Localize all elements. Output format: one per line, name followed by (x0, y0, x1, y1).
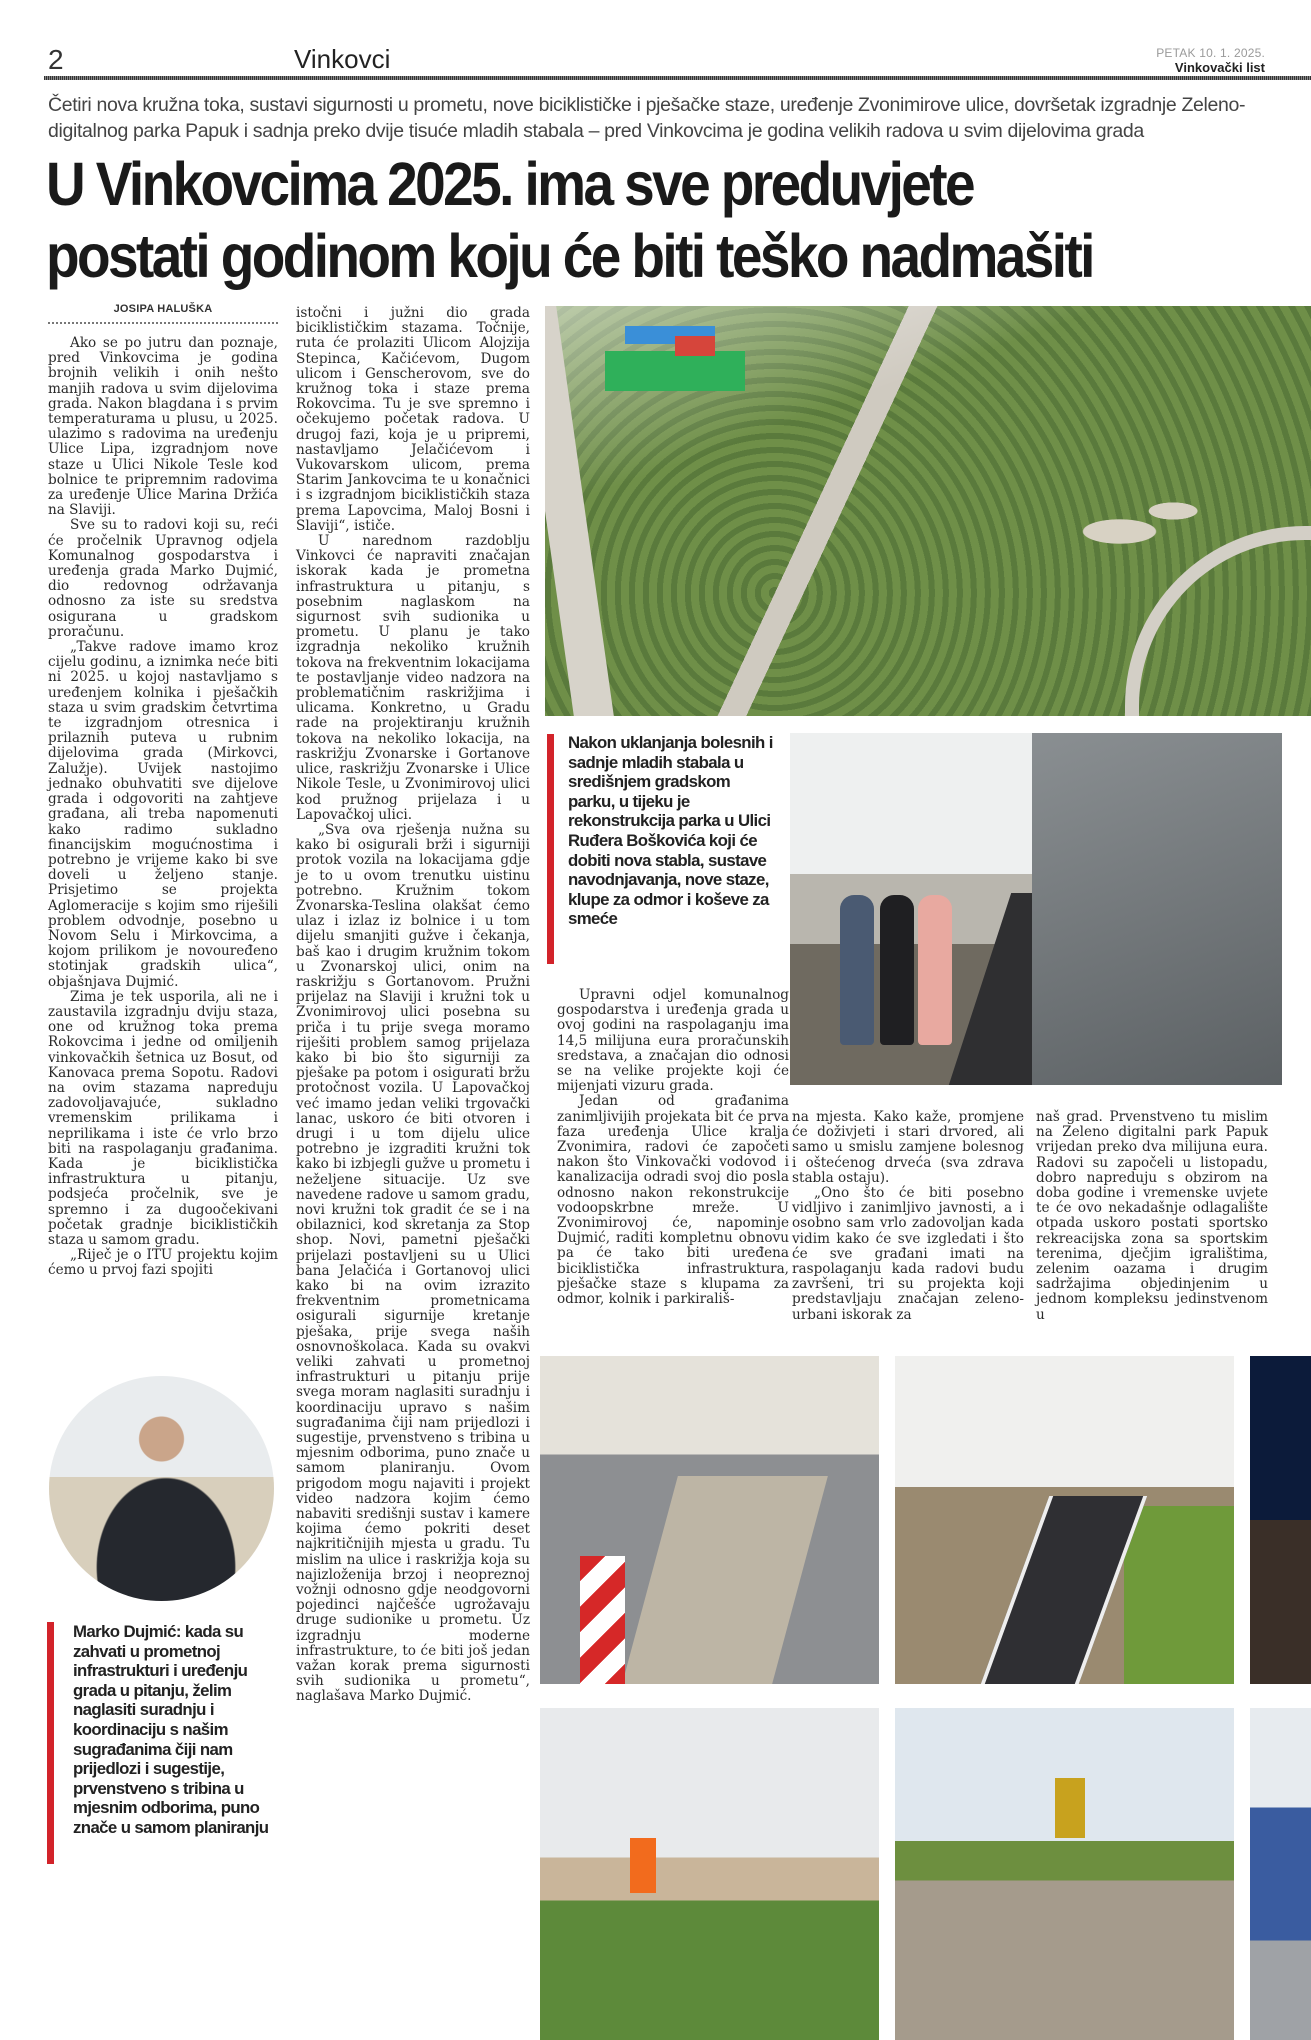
bike-path-photo (895, 1356, 1234, 1684)
paragraph: Upravni odjel komunalnog gospodarstva i uređenja grada u ovoj godini na raspolaganju ima 14,5 milijuna eura proračunskih sredstava, a značajan dio odnosi se na velike projekte koji će mijenjati vizuru grada. (557, 987, 789, 1095)
path-shape (1125, 526, 1311, 716)
excavator-shape (1055, 1778, 1085, 1838)
headline-line-1: U Vinkovcima 2025. ima sve preduvjete (46, 149, 973, 219)
night-street-photo (1250, 1356, 1311, 1684)
article-headline (46, 148, 1306, 291)
article-column-2 (296, 306, 530, 1705)
excavator-trench-photo (895, 1708, 1234, 2040)
portrait-marko-dujmic (49, 1376, 274, 1601)
road-paving-image (790, 733, 1282, 1085)
paragraph: Jedan od građanima zanimljivijih projekata bit će prva faza uređenja Ulice kralja Zvonimira, radovi će započeti nakon što Vinkovački vodovod i kanalizacija odradi svoj dio posla odnosno nakon rekonstrukcije vodoopskrbne mreže. U Zvonimirovoj će, napominje Dujmić, raditi kompletnu obnovu pa će tako biti uređena biciklistička infrastruktura, pješačke staze s klupama za odmor, kolnik i parkirališ- (557, 1093, 789, 1308)
byline-divider (48, 322, 278, 324)
publication-name: Vinkovački list (1174, 60, 1265, 75)
issue-date: PETAK 10. 1. 2025. (1156, 46, 1265, 60)
person-shape (880, 895, 914, 1045)
bike-path-shape (981, 1496, 1147, 1684)
person-shape (840, 895, 874, 1045)
article-column-3 (557, 988, 789, 1307)
paragraph: „Sva ova rješenja nužna su kako bi osigurali brži i sigurniji protok vozila na lokacijama gdje je to u ovom trenutku uistinu potrebno. Kružnim tokom Zvonarska-Teslina olakšat ćemo ulaz i izlaz iz bolnice i u tom dijelu smanjiti gužve i čekanja, baš kao i drugim kružnim tokom u Zvonarskoj ulici, onim na raskrižju s Gortanovom. Pružni prijelaz na Slaviji i kružni tok u Zvonimirovoj ulici posebna su priča i tu prije svega moramo riješiti problem samog prijelaza kako bi bio što sigurniji za pješake pa potom i osigurati bržu protočnost vozila. U Lapovačkoj već imamo jedan veliki trgovački lanac, uskoro će biti otvoren i drugi i u tom dijelu ulice potrebno je izgraditi kružni tok kako bi izbjegli gužve u prometu i neželjene situacije. Uz sve navedene radove u samom gradu, novi kružni tok gradit će se i na obilaznici, kod skretanja za Stop shop. Novi, pametni pješački prijelazi postavljeni su u Ulici bana Jelačića i Gortanovoj ulici kako bi na ovim izrazito frekventnim prometnicama osigurali sigurnije kretanje pješaka, prije svega naših osnovnoškolaca. Kada su ovakvi veliki zahvati u prometnoj infrastrukturi u pitanju prije svega moram naglasiti suradnju i koordinaciju upravo s našim sugrađanima čiji nam prijedlozi i sugestije, prvenstveno s tribina u mjesnim odborima, puno znače u samom planiranju. Ovom prigodom mogu najaviti i projekt video nadzora kojim ćemo nabaviti središnji sustav i kamere kojima ćemo pokriti deset najkritičnijih mjesta u gradu. Tu mislim na ulice i raskrižja koja su najizloženija brzoj i neopreznoj vožnji odnosno gdje neodgovorni pojedinci najčešće ugrožavaju druge sudionike u prometu. Uz izgradnju moderne infrastrukture, to će biti još jedan važan korak prema sigurnosti svih sudionika u prometu“, naglašava Marko Dujmić. (296, 821, 530, 1705)
pullquote-accent-bar (47, 1622, 54, 1864)
paragraph: na mjesta. Kako kaže, promjene će doživjeti i stari drvored, ali samo u smislu zamjene bolesnog i oštećenog drveća (sva zdrava stabla ostaju). (792, 1109, 1024, 1186)
paragraph: „Riječ je o ITU projektu kojim ćemo u prvoj fazi spojiti (48, 1247, 278, 1279)
tree-planting-photo (540, 1708, 879, 2040)
paver-machine-shape (1032, 733, 1282, 1085)
paragraph: „Ono što će biti posebno vidljivo i zanimljivo javnosti, a i osobno sam vrlo zadovoljan kada vidim kako će sve izgledati i što će sve građani imati na raspolaganju kada radovi budu završeni, tri su projekta koji predstavljaju značajan zeleno-urbani iskorak za (792, 1185, 1024, 1323)
paragraph: istočni i južni dio grada biciklističkim stazama. Točnije, ruta će prolaziti Ulicom Alojzija Stepinca, Kačićevom, Dugom ulicom i Genscherovom, sve do kružnog toka i staze prema Rokovcima. Tu je sve spremno i očekujemo početak radova. U drugoj fazi, koja je u pripremi, nastavljamo Jelačićevom i Vukovarskom ulicom, prema Starim Jankovcima te u konačnici i s izgradnjom biciklističkih staza prema Lapovcima, Maloj Bosni i Slaviji“, ističe. (296, 305, 530, 534)
article-column-1 (48, 336, 278, 1279)
grass-shape (1124, 1506, 1234, 1684)
court-shape (675, 336, 715, 356)
truck-photo (1250, 1708, 1311, 2040)
paragraph: Zima je tek usporila, ali ne i zaustavila izgradnju dviju staza, one od kružnog toka prema Rokovcima i jedne od omiljenih vinkovačkih šetnica uz Bosut, od Kanovaca prema Sopotu. Radovi na ovim stazama napreduju zadovoljavajuće, sukladno vremenskim prilikama i neprilikama i iste će vrlo brzo biti na raspolaganju građanima. Kada je biciklistička infrastruktura u pitanju, podsjeća pročelnik, sve je spremno i za dugoočekivani početak gradnje biciklističkih staza u samom gradu. (48, 988, 278, 1248)
headline-line-2: postati godinom koju će biti teško nadmašiti (46, 220, 1093, 291)
article-column-4 (792, 1110, 1024, 1323)
path-shape (622, 1476, 828, 1684)
paragraph: U narednom razdoblju Vinkovci će napraviti značajan iskorak kada je prometna infrastruktura u pitanju, s posebnim naglaskom na sigurnost svih sudionika u prometu. U planu je tako izgradnja nekoliko kružnih tokova na frekventnim lokacijama te postavljanje video nadzora na problematičnim raskrižjima i ulicama. Konkretno, u Gradu rade na projektiranju kružnih tokova na nekoliko lokacija, na raskrižju Zvonarske i Gortanove ulice, raskrižju Zvonarske i Ulice Nikole Tesle, u Zvonimirovoj ulici kod pružnog prijelaza i u Lapovačkoj ulici. (296, 533, 530, 823)
park-render-image (545, 306, 1311, 716)
page-number: 2 (48, 44, 64, 75)
paragraph: naš grad. Prvenstveno tu mislim na Zeleno digitalni park Papuk vrijedan preko dva milijuna eura. Radovi su započeli u listopadu, dobro napreduju s obzirom na doba godine i vremenske uvjete te će ovo nekadašnje odlagalište otpada uskoro postati sportsko rekreacijska zona sa sportskim terenima, dječjim igralištima, zelenim oazama i drugim sadržajima objedinjenim u jednom kompleksu jedinstvenom u (1036, 1109, 1268, 1323)
traffic-barrier-shape (580, 1556, 625, 1684)
byline: JOSIPA HALUŠKA (113, 303, 213, 315)
sidewalk-construction-photo (540, 1356, 879, 1684)
pullquote-dujmic: Marko Dujmić: kada su zahvati u prometnoj infrastrukturi i uređenju grada u pitanju, želim naglasiti suradnju i koordinaciju s našim sugrađanima čiji nam prijedlozi i sugestije, prvenstveno s tribina u mjesnim odborima, puno znače u samom planiranju (73, 1622, 269, 1837)
paragraph: Sve su to radovi koji su, reći će pročelnik Upravnog odjela Komunalnog gospodarstva i uređenja grada Marko Dujmić, dio redovnog održavanja odnosno za iste su sredstva osigurana u gradskom proračunu. (48, 517, 278, 640)
paragraph: „Takve radove imamo kroz cijelu godinu, a iznimka neće biti ni 2025. u kojoj nastavljamo s uređenjem kolnika i pješačkih staza u svim gradskim četvrtima te izgradnjom otresnica i prilaznih puteva u rubnim dijelovima grada (Mirkovci, Zalužje). Uvijek nastojimo jednako obuhvatiti sve dijelove grada i odgovoriti na zahtjeve građana, ali treba napomenuti kako radimo sukladno financijskim mogućnostima i potrebno je vrijeme kako bi sve doveli u željeno stanje. Prisjetimo se projekta Aglomeracije s kojim smo riješili problem odvodnje, posebno u Novom Selu i Mirkovcima, a kojom prilikom je novouređeno stotinjak gradskih ulica“, objašnjava Dujmić. (48, 639, 278, 990)
worker-shape (630, 1838, 656, 1893)
paragraph: Ako se po jutru dan poznaje, pred Vinkovcima je godina brojnih velikih i onih nešto manjih radova u svim dijelovima grada. Nakon blagdana i s prvim temperaturama u plusu, u 2025. ulazimo s radovima na uređenju Ulice Lipa, izgradnjom nove staze u Ulici Nikole Tesle kod bolnice te pripremnim radovima za uređenje Ulice Marina Držića na Slaviji. (48, 335, 278, 519)
pullquote-park: Nakon uklanjanja bolesnih i sadnje mladih stabala u središnjem gradskom parku, u tijeku je rekonstrukcija parka u Ulici Ruđera Boškovića koji će dobiti nova stabla, sustave navodnjavanja, nove staze, klupe za odmor i koševe za smeće (568, 733, 773, 929)
court-shape (605, 351, 745, 391)
pullquote-accent-bar (547, 734, 554, 964)
article-kicker: Četiri nova kružna toka, sustavi sigurnosti u prometu, nove biciklističke i pješačke staze, uređenje Zvonimirove ulice, dovršetak izgradnje Zeleno-digitalnog parka Papuk i sadnja preko dvije tisuće mladih stabala – pred Vinkovcima je godina velikih radova u svim dijelovima grada (48, 94, 1246, 142)
person-shape (918, 895, 952, 1045)
header-rule (44, 76, 1311, 80)
article-column-5 (1036, 1110, 1268, 1323)
path-shape (545, 306, 614, 716)
section-title: Vinkovci (294, 44, 391, 74)
